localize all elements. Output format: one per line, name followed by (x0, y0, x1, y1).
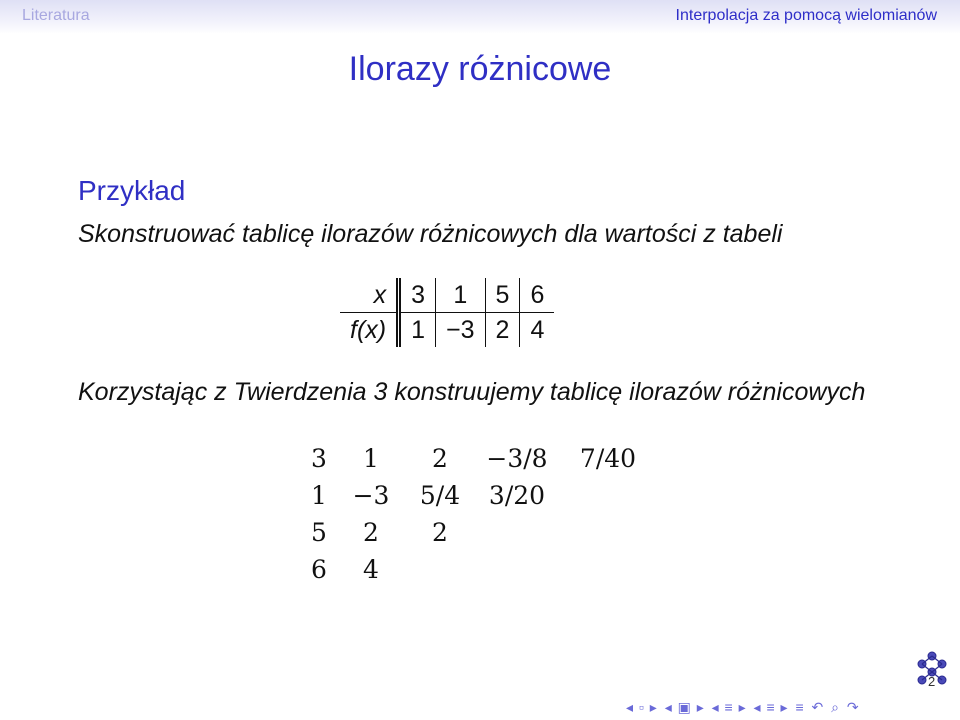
diff-cell: 2 (432, 518, 448, 547)
diff-row (300, 514, 658, 551)
diff-cell: −3/8 (486, 444, 548, 473)
row-label-fx: f(x) (340, 313, 399, 348)
diff-cell: 2 (363, 518, 379, 547)
table-row-fx (340, 313, 554, 348)
table-cell: 4 (530, 315, 545, 344)
nav-link-section[interactable]: Interpolacja za pomocą wielomianów (675, 7, 937, 24)
prev-subsection-icon[interactable]: ◂ ≡ ▸ (711, 699, 747, 715)
diff-cell: 1 (311, 481, 327, 510)
search-forward-icon[interactable]: ↷ (846, 699, 860, 715)
diff-cell: 1 (363, 444, 379, 473)
table-cell: 1 (399, 313, 436, 348)
table-cell: 2 (485, 313, 520, 348)
diff-row (300, 551, 658, 588)
header-bar (0, 0, 960, 34)
search-back-icon[interactable]: ↶ (811, 699, 825, 715)
diff-row (300, 477, 658, 514)
example-text: Skonstruować tablicę ilorazów różnicowych dla wartości z tabeli (78, 220, 783, 248)
body-paragraph: Korzystając z Twierdzenia 3 konstruujemy tablicę ilorazów różnicowych (78, 378, 866, 406)
diff-row (300, 440, 658, 477)
diff-cell: 2 (432, 444, 448, 473)
page-title: Ilorazy różnicowe (348, 50, 612, 88)
align-icon[interactable]: ≡ (795, 699, 805, 715)
next-section-icon[interactable]: ◂ ≡ ▸ (753, 699, 789, 715)
diff-cell: 3 (311, 444, 327, 473)
example-title: Przykład (78, 175, 186, 206)
table-cell: 1 (436, 278, 486, 313)
page-number: 2 (928, 674, 936, 689)
prev-frame-icon[interactable]: ◂ ▫ ▸ (626, 699, 658, 715)
diff-cell: 5/4 (419, 481, 461, 510)
next-frame-icon[interactable]: ◂ ▣ ▸ (664, 699, 705, 715)
table-cell: −3 (436, 313, 486, 348)
divided-differences-table (300, 440, 658, 588)
table-cell: 3 (399, 278, 436, 313)
table-cell: 6 (520, 278, 554, 313)
diff-cell: 4 (363, 555, 379, 584)
diff-cell: 5 (311, 518, 327, 547)
search-icon[interactable]: ⌕ (831, 699, 840, 715)
diff-cell: −3 (352, 481, 390, 510)
beamer-navigation (626, 699, 862, 716)
diff-cell: 3/20 (488, 481, 546, 510)
nav-link-literatura[interactable]: Literatura (22, 7, 90, 24)
diff-cell: 7/40 (579, 444, 637, 473)
diff-cell: 6 (311, 555, 327, 584)
row-label-x: x (340, 278, 399, 313)
values-table (340, 278, 554, 347)
table-cell: 5 (485, 278, 520, 313)
table-row-x (340, 278, 554, 313)
